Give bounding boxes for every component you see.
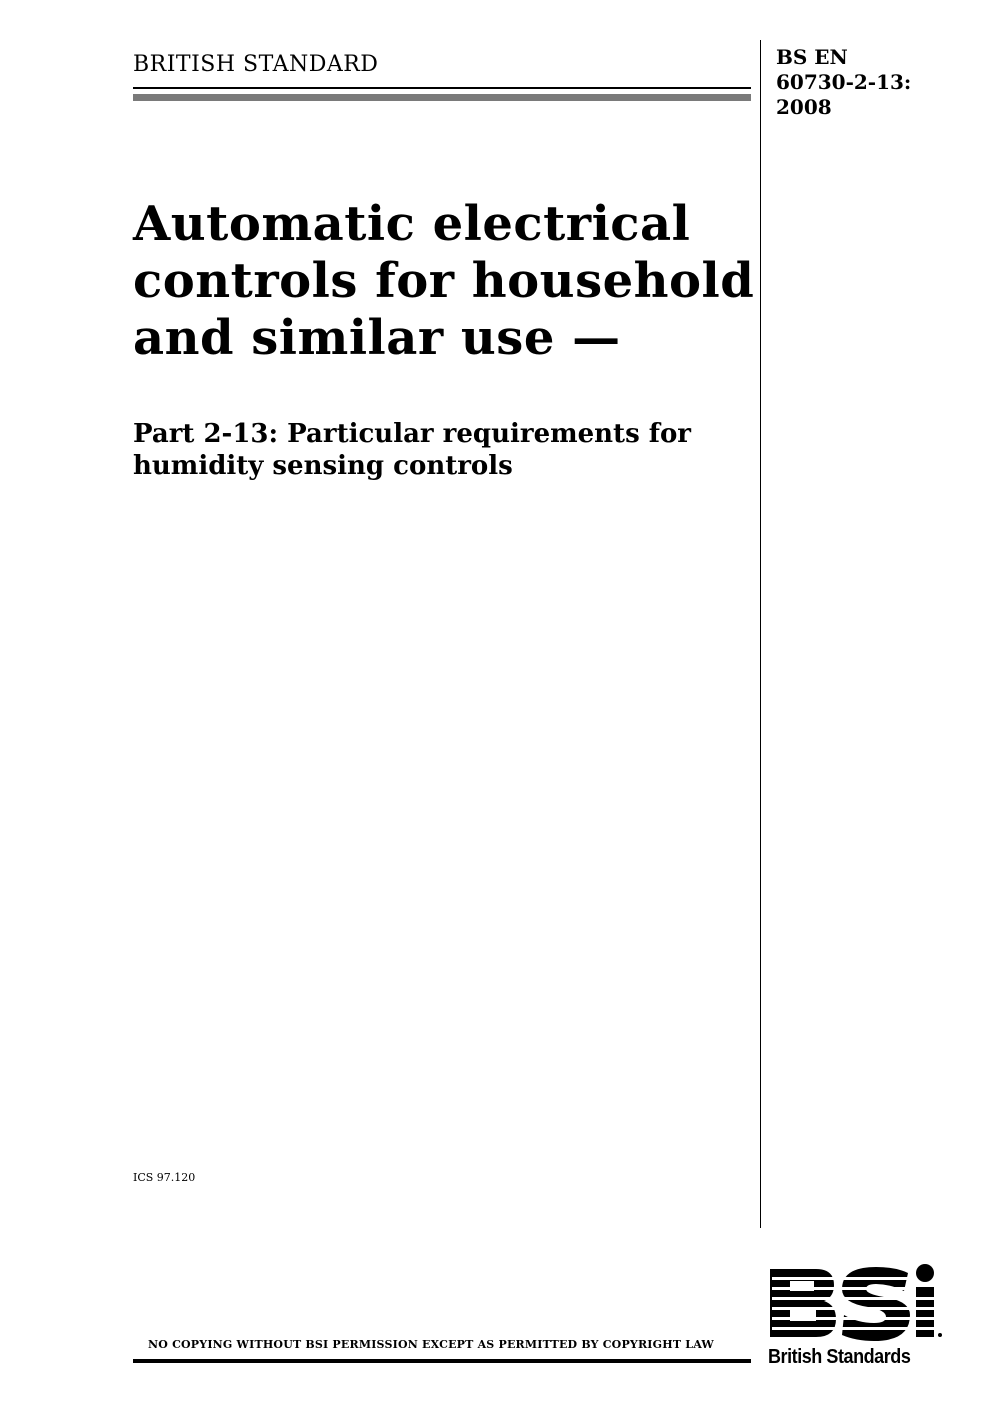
series-label: BRITISH STANDARD [133, 52, 379, 77]
document-title [133, 196, 753, 367]
document-subtitle [133, 418, 753, 482]
subtitle-line: humidity sensing controls [133, 451, 513, 481]
title-line: and similar use — [133, 310, 621, 366]
vertical-divider [760, 40, 761, 1228]
logo-name: British Standards [768, 1346, 911, 1368]
copyright-notice: NO COPYING WITHOUT BSI PERMISSION EXCEPT AS PERMITTED BY COPYRIGHT LAW [148, 1338, 714, 1351]
standard-number-line: 60730-2-13: [776, 70, 912, 94]
footer-rule [133, 1359, 751, 1363]
ics-code: ICS 97.120 [133, 1171, 196, 1184]
standard-number [776, 45, 911, 120]
bsi-logo [768, 1263, 943, 1373]
subtitle-line: Part 2-13: Particular requirements for [133, 419, 691, 449]
title-line: controls for household [133, 253, 755, 309]
standard-number-line: 2008 [776, 95, 832, 119]
standard-number-line: BS EN [776, 45, 848, 69]
title-line: Automatic electrical [133, 196, 691, 252]
header-rule [133, 87, 751, 89]
bsi-logo-mark-icon [768, 1263, 943, 1345]
header-rule-grey [133, 94, 751, 101]
